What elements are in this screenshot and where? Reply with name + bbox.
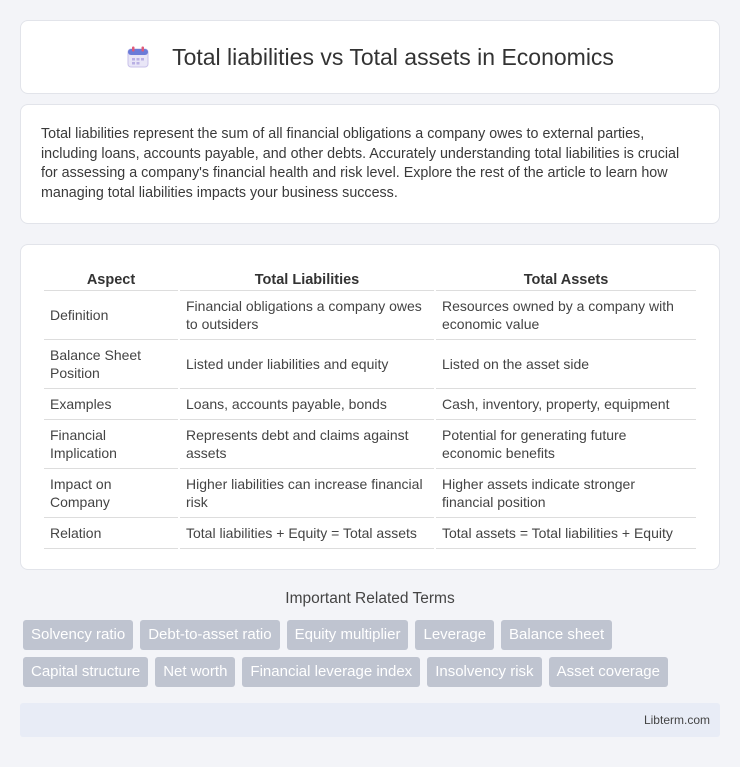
table-row — [44, 469, 696, 518]
tag-asset-coverage[interactable]: Asset coverage — [549, 657, 668, 687]
related-terms-title: Important Related Terms — [285, 590, 455, 607]
footer-site-link[interactable]: Libterm.com — [643, 713, 710, 727]
calendar-icon — [126, 45, 150, 69]
cell-aspect: Examples — [44, 389, 178, 420]
tag-solvency-ratio[interactable]: Solvency ratio — [23, 620, 133, 650]
cell-assets: Cash, inventory, property, equipment — [436, 389, 696, 420]
table-header-row — [44, 265, 696, 291]
table-row — [44, 389, 696, 420]
page-title: Total liabilities vs Total assets in Economics — [172, 43, 614, 70]
tag-debt-to-asset-ratio[interactable]: Debt-to-asset ratio — [140, 620, 279, 650]
tag-leverage[interactable]: Leverage — [415, 620, 494, 650]
cell-liabilities: Loans, accounts payable, bonds — [180, 389, 434, 420]
cell-aspect: Relation — [44, 518, 178, 549]
cell-assets: Total assets = Total liabilities + Equity — [436, 518, 696, 549]
tag-equity-multiplier[interactable]: Equity multiplier — [287, 620, 409, 650]
tag-insolvency-risk[interactable]: Insolvency risk — [427, 657, 541, 687]
header-total-assets: Total Assets — [436, 265, 696, 291]
cell-aspect: Definition — [44, 291, 178, 340]
comparison-table-card — [20, 244, 720, 570]
cell-aspect: Financial Implication — [44, 420, 178, 469]
intro-card — [20, 104, 720, 224]
cell-assets: Listed on the asset side — [436, 340, 696, 389]
cell-assets: Resources owned by a company with economic value — [436, 291, 696, 340]
table-row — [44, 420, 696, 469]
title-card — [20, 20, 720, 94]
cell-aspect: Balance Sheet Position — [44, 340, 178, 389]
cell-aspect: Impact on Company — [44, 469, 178, 518]
table-row — [44, 340, 696, 389]
cell-liabilities: Financial obligations a company owes to outsiders — [180, 291, 434, 340]
header-aspect: Aspect — [44, 265, 178, 291]
cell-assets: Potential for generating future economic benefits — [436, 420, 696, 469]
cell-assets: Higher assets indicate stronger financial position — [436, 469, 696, 518]
related-terms — [20, 590, 720, 687]
cell-liabilities: Listed under liabilities and equity — [180, 340, 434, 389]
header-total-liabilities: Total Liabilities — [180, 265, 434, 291]
tag-financial-leverage-index[interactable]: Financial leverage index — [242, 657, 420, 687]
tag-capital-structure[interactable]: Capital structure — [23, 657, 148, 687]
table-row — [44, 518, 696, 549]
tag-balance-sheet[interactable]: Balance sheet — [501, 620, 612, 650]
comparison-table — [42, 265, 698, 549]
intro-text: Total liabilities represent the sum of all financial obligations a company owes to external parties, including loans, accounts payable, and other debts. Accurately understanding total liabilities is crucial for assessing a company's financial health and risk level. Explore the rest of the article to learn how managing total liabilities impacts your business success. — [41, 126, 680, 201]
related-tags — [20, 620, 720, 687]
cell-liabilities: Higher liabilities can increase financial risk — [180, 469, 434, 518]
cell-liabilities: Represents debt and claims against assets — [180, 420, 434, 469]
footer — [20, 703, 720, 737]
table-row — [44, 291, 696, 340]
tag-net-worth[interactable]: Net worth — [155, 657, 235, 687]
cell-liabilities: Total liabilities + Equity = Total assets — [180, 518, 434, 549]
